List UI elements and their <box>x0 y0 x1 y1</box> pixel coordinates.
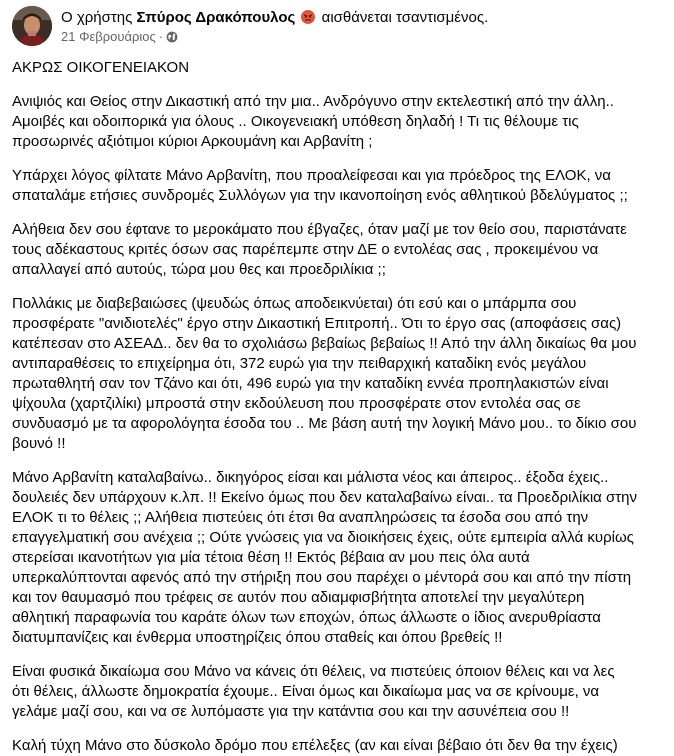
post-paragraph: Πολλάκις με διαβεβαιώσες (ψευδώς όπως αποδεικνύεται) ότι εσύ και ο μπάρμπα σου προσφέρατε "ανιδιοτελές" έργο στην Δικαστική Επιτροπή.. Ότι το έργο σας (αποφάσεις σας) κατέπεσαν στο ΑΣΕΑΔ.. δεν θα το σχολιάσω βεβαίως βεβαίως !! Από την άλλη δικαίως θα μου αντιπαραθέσεις το επιχείρημα ότι, 372 ευρώ για την πειθαρχική καταδίκη ενός μεγάλου πρωταθλητή σαν τον Τζάνο και ότι, 496 ευρώ για την καταδίκη εννέα προπηλακιστών είναι ψίχουλα (χαρτζιλίκι) μπροστά στην εκδούλευση που προσφέρατε στον εντολέα σας σε συνδυασμό με τα αφορολόγητα έσοδα του .. Με βάση αυτή την λογική Μάνο μου.. το δίκιο σου βουνό !! <box>12 295 637 452</box>
avatar-image <box>12 6 52 46</box>
post-meta <box>61 29 488 45</box>
avatar[interactable] <box>12 6 52 46</box>
post-title: ΑΚΡΩΣ ΟΙΚΟΓΕΝΕΙΑΚΟΝ <box>12 59 190 76</box>
post-paragraph: Αλήθεια δεν σου έφτανε το μεροκάματο που έβγαζες, όταν μαζί με τον θείο σου, παριστάνατε τους αδέκαστους κριτές όσων σας παρέπεμπε στην ΔΕ ο εντολέας σας , προκειμένου να απαλλαγεί από αυτούς, τώρα μου θες και προεδριλίκια ;; <box>12 221 627 278</box>
feeling-text: αισθάνεται τσαντισμένος. <box>321 9 489 26</box>
post-paragraph: Υπάρχει λόγος φίλτατε Μάνο Αρβανίτη, που προαλείφεσαι και για πρόεδρος της ΕΛΟΚ, να σπαταλάμε ετήσιες συνδρομές Συλλόγων για την ικανοποίηση ενός αθλητικού βδελύγματος ;; <box>12 167 628 204</box>
header-text <box>61 9 488 45</box>
post-paragraph: Καλή τύχη Μάνο στο δύσκολο δρόμο που επέλεξες (αν και είναι βέβαιο ότι δεν θα την έχεις) <box>12 737 618 754</box>
post-paragraph: Ανιψιός και Θείος στην Δικαστική από την μια.. Ανδρόγυνο στην εκτελεστική από την άλλη.. Αμοιβές και οδοιπορικά για όλους .. Οικογενειακή υπόθεση δηλαδή ! Τι τις θέλουμε τις προσωρινές αξιότιμοι κύριοι Αρκουμάνη και Αρβανίτη ; <box>12 93 614 150</box>
headline-prefix: Ο χρήστης <box>61 9 133 26</box>
post-header <box>12 6 488 50</box>
author-name[interactable]: Σπύρος Δρακόπουλος <box>136 9 296 26</box>
post-body <box>12 58 668 756</box>
post-paragraph: Είναι φυσικά δικαίωμα σου Μάνο να κάνεις ότι θέλεις, να πιστεύεις όποιον θέλεις και να λες ότι θέλεις, άλλωστε δημοκρατία έχουμε.. Είναι όμως και δικαίωμα μας να σε κρίνουμε, να γελάμε μαζί σου, και να σε λυπόμαστε για την κατάντια σου και την ασυνέπεια σου !! <box>12 663 615 720</box>
meta-separator: · <box>158 29 164 44</box>
angry-face-emoji-icon <box>301 10 315 24</box>
globe-icon[interactable] <box>166 31 178 43</box>
post-paragraph: Μάνο Αρβανίτη καταλαβαίνω.. δικηγόρος είσαι και μάλιστα νέος και άπειρος.. έξοδα έχεις.. δουλειές δεν υπάρχουν κ.λπ. !! Εκείνο όμως που δεν καταλαβαίνω είναι.. τα Προεδριλίκια στην ΕΛΟΚ τι το θέλεις ;; Αλήθεια πιστεύεις ότι έτσι θα αναπληρώσεις τα έσοδα σου από την επαγγελματική σου ανέχεια ;; Ούτε γνώσεις για να διοικήσεις έχεις, ούτε εμπειρία αλλά κυρίως στερείσαι ικανοτήτων για μία τέτοια θέση !! Εκτός βέβαια αν μου πεις όλα αυτά υπερκαλύπτονται αφενός από την στήριξη που σου παρέχει ο μέντορά σου και από την πίστη και τον θαυμασμό που τρέφεις σε αυτόν που αδιαμφισβήτητα αποτελεί την μεγαλύτερη αθλητική παραφωνία του καράτε όλων των εποχών, όπως άλλωστε ο ίδιος ανερυθρίαστα διατυμπανίζεις και ένθερμα υποστηρίζεις όπου σταθείς και όπου βρεθείς !! <box>12 469 638 646</box>
post-date[interactable]: 21 Φεβρουάριος <box>61 29 156 44</box>
post-headline <box>61 9 488 27</box>
